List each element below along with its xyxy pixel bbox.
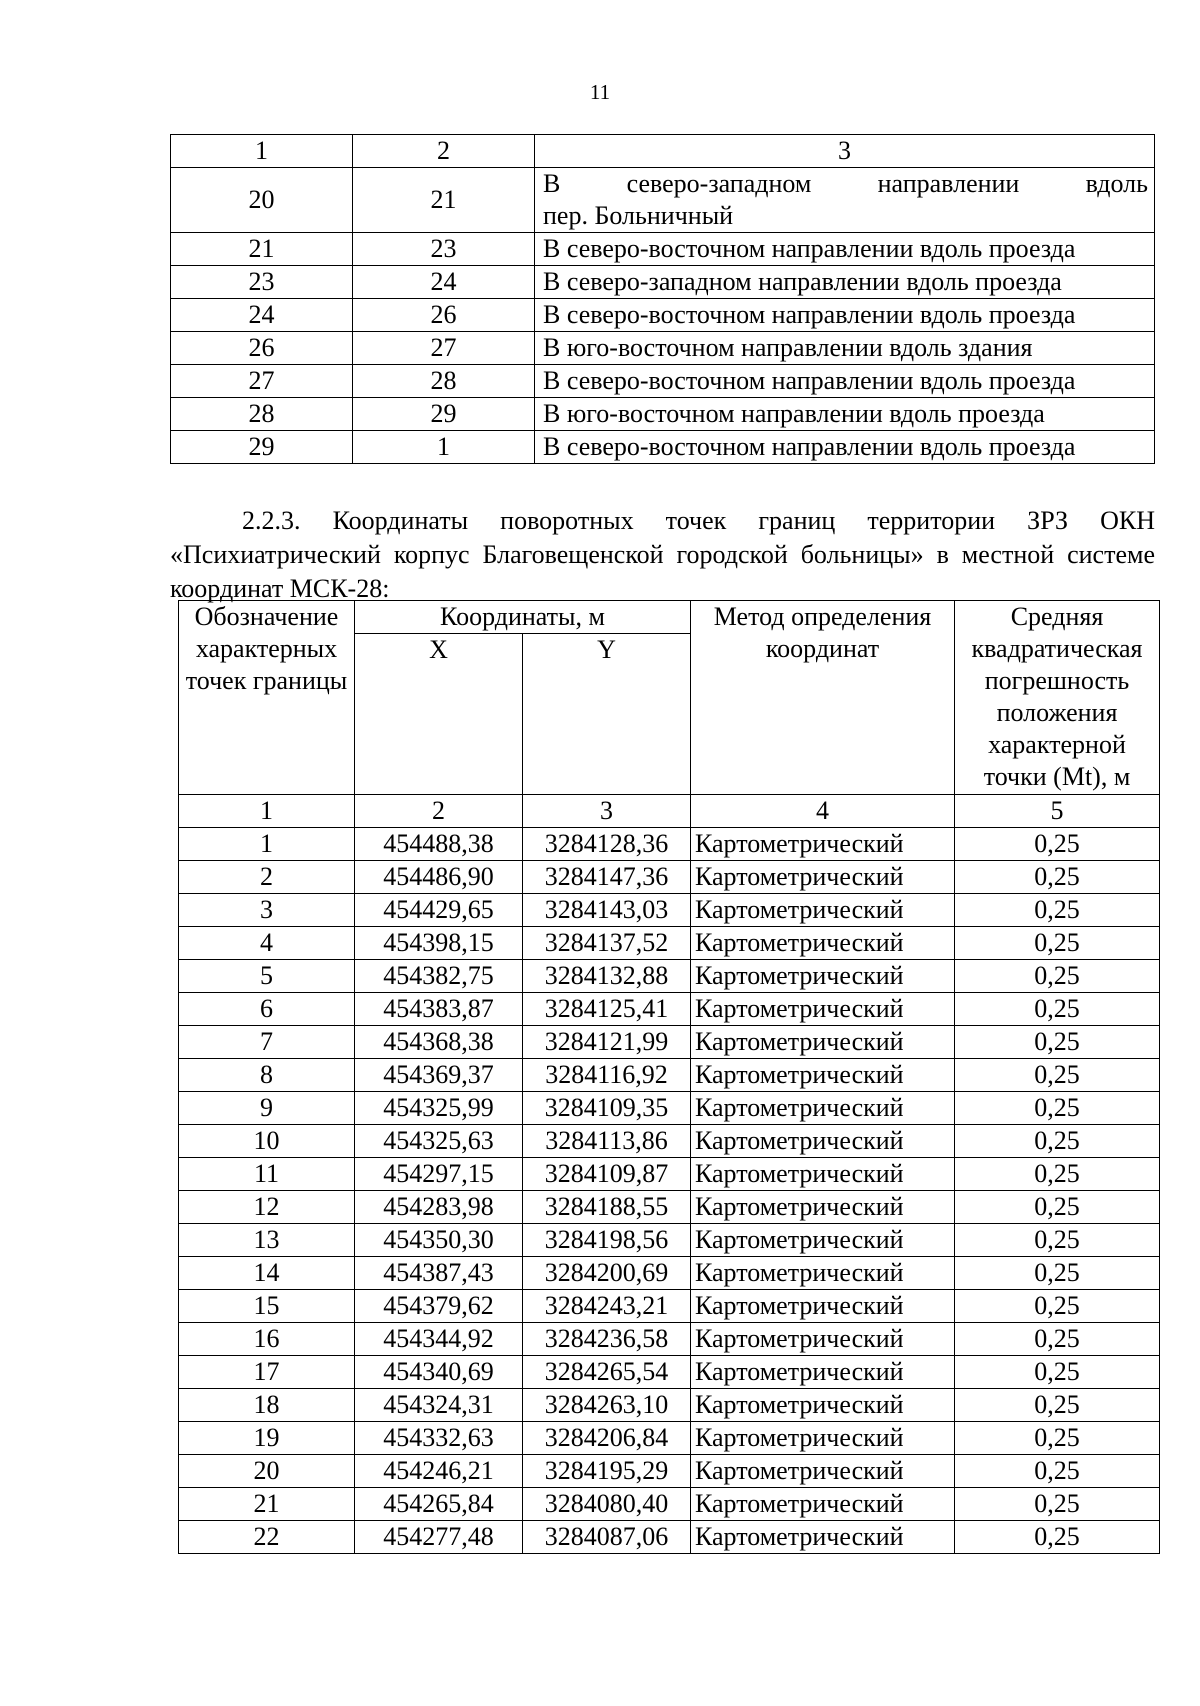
coord-x: 454387,43: [355, 1257, 523, 1290]
table-row: [179, 1389, 1160, 1422]
col-number-2: 2: [353, 135, 535, 168]
coord-x: 454429,65: [355, 894, 523, 927]
segment-description: В северо-восточном направлении вдоль проезда: [535, 299, 1155, 332]
coord-y: 3284121,99: [523, 1026, 691, 1059]
coord-y: 3284128,36: [523, 828, 691, 861]
coord-y: 3284080,40: [523, 1488, 691, 1521]
mean-error: 0,25: [955, 894, 1160, 927]
coord-y: 3284137,52: [523, 927, 691, 960]
method: Картометрический: [691, 1059, 955, 1092]
from-point: 24: [171, 299, 353, 332]
segment-description: В северо-восточном направлении вдоль проезда: [535, 365, 1155, 398]
description-word: В: [543, 169, 561, 198]
table-row: [171, 168, 1155, 233]
point-number: 5: [179, 960, 355, 993]
mean-error: 0,25: [955, 1224, 1160, 1257]
page-number: 11: [589, 80, 611, 104]
from-point: 20: [171, 168, 353, 233]
point-number: 4: [179, 927, 355, 960]
point-number: 16: [179, 1323, 355, 1356]
point-number: 6: [179, 993, 355, 1026]
point-number: 20: [179, 1455, 355, 1488]
table-header-row: [171, 135, 1155, 168]
coordinate-rows: [179, 828, 1160, 1554]
table-row: [171, 233, 1155, 266]
coordinates-table: [178, 600, 1160, 1554]
point-number: 13: [179, 1224, 355, 1257]
table-row: [179, 1521, 1160, 1554]
coord-x: 454382,75: [355, 960, 523, 993]
point-number: 21: [179, 1488, 355, 1521]
method: Картометрический: [691, 861, 955, 894]
mean-error: 0,25: [955, 861, 1160, 894]
table-row: [171, 332, 1155, 365]
mean-error: 0,25: [955, 1488, 1160, 1521]
segment-description: В северо-восточном направлении вдоль проезда: [535, 431, 1155, 464]
table-row: [179, 960, 1160, 993]
coord-y: 3284087,06: [523, 1521, 691, 1554]
to-point: 29: [353, 398, 535, 431]
boundary-description-table: [170, 134, 1155, 464]
table-row: [179, 1257, 1160, 1290]
table-row: [179, 828, 1160, 861]
mean-error: 0,25: [955, 1158, 1160, 1191]
coord-y: 3284263,10: [523, 1389, 691, 1422]
method: Картометрический: [691, 1290, 955, 1323]
method: Картометрический: [691, 894, 955, 927]
table-row: [179, 927, 1160, 960]
coord-x: 454486,90: [355, 861, 523, 894]
point-number: 12: [179, 1191, 355, 1224]
to-point: 28: [353, 365, 535, 398]
method: Картометрический: [691, 1323, 955, 1356]
segment-description: В юго-восточном направлении вдоль проезда: [535, 398, 1155, 431]
coord-x: 454324,31: [355, 1389, 523, 1422]
point-number: 18: [179, 1389, 355, 1422]
mean-error: 0,25: [955, 1521, 1160, 1554]
coord-y: 3284143,03: [523, 894, 691, 927]
coord-y: 3284200,69: [523, 1257, 691, 1290]
from-point: 27: [171, 365, 353, 398]
header-x: X: [355, 634, 523, 795]
point-number: 2: [179, 861, 355, 894]
coord-y: 3284243,21: [523, 1290, 691, 1323]
coord-x: 454488,38: [355, 828, 523, 861]
table-row: [179, 1059, 1160, 1092]
method: Картометрический: [691, 1125, 955, 1158]
table-row: [171, 398, 1155, 431]
column-numbers-row: [179, 795, 1160, 828]
coord-y: 3284236,58: [523, 1323, 691, 1356]
table-row: [171, 266, 1155, 299]
from-point: 29: [171, 431, 353, 464]
method: Картометрический: [691, 1026, 955, 1059]
method: Картометрический: [691, 960, 955, 993]
coord-x: 454277,48: [355, 1521, 523, 1554]
col-number: 1: [179, 795, 355, 828]
table-row: [179, 1125, 1160, 1158]
coord-y: 3284195,29: [523, 1455, 691, 1488]
method: Картометрический: [691, 1191, 955, 1224]
mean-error: 0,25: [955, 1356, 1160, 1389]
from-point: 23: [171, 266, 353, 299]
table-row: [179, 861, 1160, 894]
coord-x: 454325,63: [355, 1125, 523, 1158]
col-number: 5: [955, 795, 1160, 828]
table-row: [179, 1290, 1160, 1323]
method: Картометрический: [691, 1389, 955, 1422]
point-number: 9: [179, 1092, 355, 1125]
point-number: 3: [179, 894, 355, 927]
col-number: 2: [355, 795, 523, 828]
method: Картометрический: [691, 993, 955, 1026]
coord-x: 454283,98: [355, 1191, 523, 1224]
coord-x: 454325,99: [355, 1092, 523, 1125]
mean-error: 0,25: [955, 927, 1160, 960]
coord-y: 3284109,35: [523, 1092, 691, 1125]
method: Картометрический: [691, 1455, 955, 1488]
to-point: 23: [353, 233, 535, 266]
header-y: Y: [523, 634, 691, 795]
coord-x: 454383,87: [355, 993, 523, 1026]
description-word: вдоль: [1085, 169, 1148, 198]
header-coordinates: Координаты, м: [355, 601, 691, 634]
point-number: 10: [179, 1125, 355, 1158]
segment-description: В северо-восточном направлении вдоль проезда: [535, 233, 1155, 266]
coord-x: 454368,38: [355, 1026, 523, 1059]
col-number-3: 3: [535, 135, 1155, 168]
table-row: [179, 1224, 1160, 1257]
mean-error: 0,25: [955, 1026, 1160, 1059]
table-row: [179, 1323, 1160, 1356]
table-row: [179, 1356, 1160, 1389]
method: Картометрический: [691, 1092, 955, 1125]
table-row: [179, 1092, 1160, 1125]
mean-error: 0,25: [955, 1422, 1160, 1455]
point-number: 8: [179, 1059, 355, 1092]
table-row: [179, 1488, 1160, 1521]
segment-description: В юго-восточном направлении вдоль здания: [535, 332, 1155, 365]
method: Картометрический: [691, 1356, 955, 1389]
to-point: 27: [353, 332, 535, 365]
coord-y: 3284113,86: [523, 1125, 691, 1158]
mean-error: 0,25: [955, 1290, 1160, 1323]
coord-y: 3284125,41: [523, 993, 691, 1026]
point-number: 19: [179, 1422, 355, 1455]
method: Картометрический: [691, 1158, 955, 1191]
mean-error: 0,25: [955, 1323, 1160, 1356]
coord-x: 454344,92: [355, 1323, 523, 1356]
method: Картометрический: [691, 1257, 955, 1290]
coord-y: 3284198,56: [523, 1224, 691, 1257]
mean-error: 0,25: [955, 960, 1160, 993]
table-row: [179, 1455, 1160, 1488]
point-number: 22: [179, 1521, 355, 1554]
coord-y: 3284265,54: [523, 1356, 691, 1389]
col-number-1: 1: [171, 135, 353, 168]
to-point: 24: [353, 266, 535, 299]
method: Картометрический: [691, 1422, 955, 1455]
coord-x: 454297,15: [355, 1158, 523, 1191]
point-number: 14: [179, 1257, 355, 1290]
segment-description: [535, 168, 1155, 233]
point-number: 15: [179, 1290, 355, 1323]
description-word: направлении: [877, 169, 1020, 198]
table-row: [179, 1191, 1160, 1224]
coord-x: 454379,62: [355, 1290, 523, 1323]
table-row: [179, 1026, 1160, 1059]
method: Картометрический: [691, 1488, 955, 1521]
coord-x: 454340,69: [355, 1356, 523, 1389]
method: Картометрический: [691, 1521, 955, 1554]
col-number: 3: [523, 795, 691, 828]
from-point: 28: [171, 398, 353, 431]
mean-error: 0,25: [955, 828, 1160, 861]
table-row: [179, 1158, 1160, 1191]
mean-error: 0,25: [955, 1389, 1160, 1422]
table-row: [179, 1422, 1160, 1455]
mean-error: 0,25: [955, 1092, 1160, 1125]
table-row: [171, 431, 1155, 464]
to-point: 1: [353, 431, 535, 464]
mean-error: 0,25: [955, 1125, 1160, 1158]
header-error: Средняя квадратическая погрешность положения характерной точки (Mt), м: [955, 601, 1160, 795]
point-number: 17: [179, 1356, 355, 1389]
coord-x: 454332,63: [355, 1422, 523, 1455]
table-row: [171, 365, 1155, 398]
coord-x: 454265,84: [355, 1488, 523, 1521]
method: Картометрический: [691, 1224, 955, 1257]
coord-x: 454369,37: [355, 1059, 523, 1092]
to-point: 21: [353, 168, 535, 233]
table-row: [171, 299, 1155, 332]
coord-y: 3284109,87: [523, 1158, 691, 1191]
table-row: [179, 894, 1160, 927]
method: Картометрический: [691, 927, 955, 960]
mean-error: 0,25: [955, 1191, 1160, 1224]
description-word: северо-западном: [626, 169, 812, 198]
from-point: 21: [171, 233, 353, 266]
coord-x: 454350,30: [355, 1224, 523, 1257]
header-method: Метод определения координат: [691, 601, 955, 795]
segment-description: В северо-западном направлении вдоль проезда: [535, 266, 1155, 299]
from-point: 26: [171, 332, 353, 365]
point-number: 7: [179, 1026, 355, 1059]
col-number: 4: [691, 795, 955, 828]
coord-x: 454246,21: [355, 1455, 523, 1488]
mean-error: 0,25: [955, 1059, 1160, 1092]
mean-error: 0,25: [955, 1455, 1160, 1488]
table-row: [179, 993, 1160, 1026]
section-paragraph: 2.2.3. Координаты поворотных точек границ территории ЗРЗ ОКН «Психиатрический корпус Благовещенской городской больницы» в местной системе координат МСК-28:: [170, 506, 1155, 603]
description-line-1: [543, 168, 1148, 200]
point-number: 1: [179, 828, 355, 861]
coord-y: 3284116,92: [523, 1059, 691, 1092]
coord-x: 454398,15: [355, 927, 523, 960]
coord-y: 3284206,84: [523, 1422, 691, 1455]
point-number: 11: [179, 1158, 355, 1191]
mean-error: 0,25: [955, 1257, 1160, 1290]
header-point-designation: Обозначение характерных точек границы: [179, 601, 355, 795]
description-line-2: пер. Больничный: [543, 201, 734, 230]
coord-y: 3284147,36: [523, 861, 691, 894]
method: Картометрический: [691, 828, 955, 861]
to-point: 26: [353, 299, 535, 332]
coord-y: 3284188,55: [523, 1191, 691, 1224]
coord-y: 3284132,88: [523, 960, 691, 993]
header-row-1: [179, 601, 1160, 634]
mean-error: 0,25: [955, 993, 1160, 1026]
